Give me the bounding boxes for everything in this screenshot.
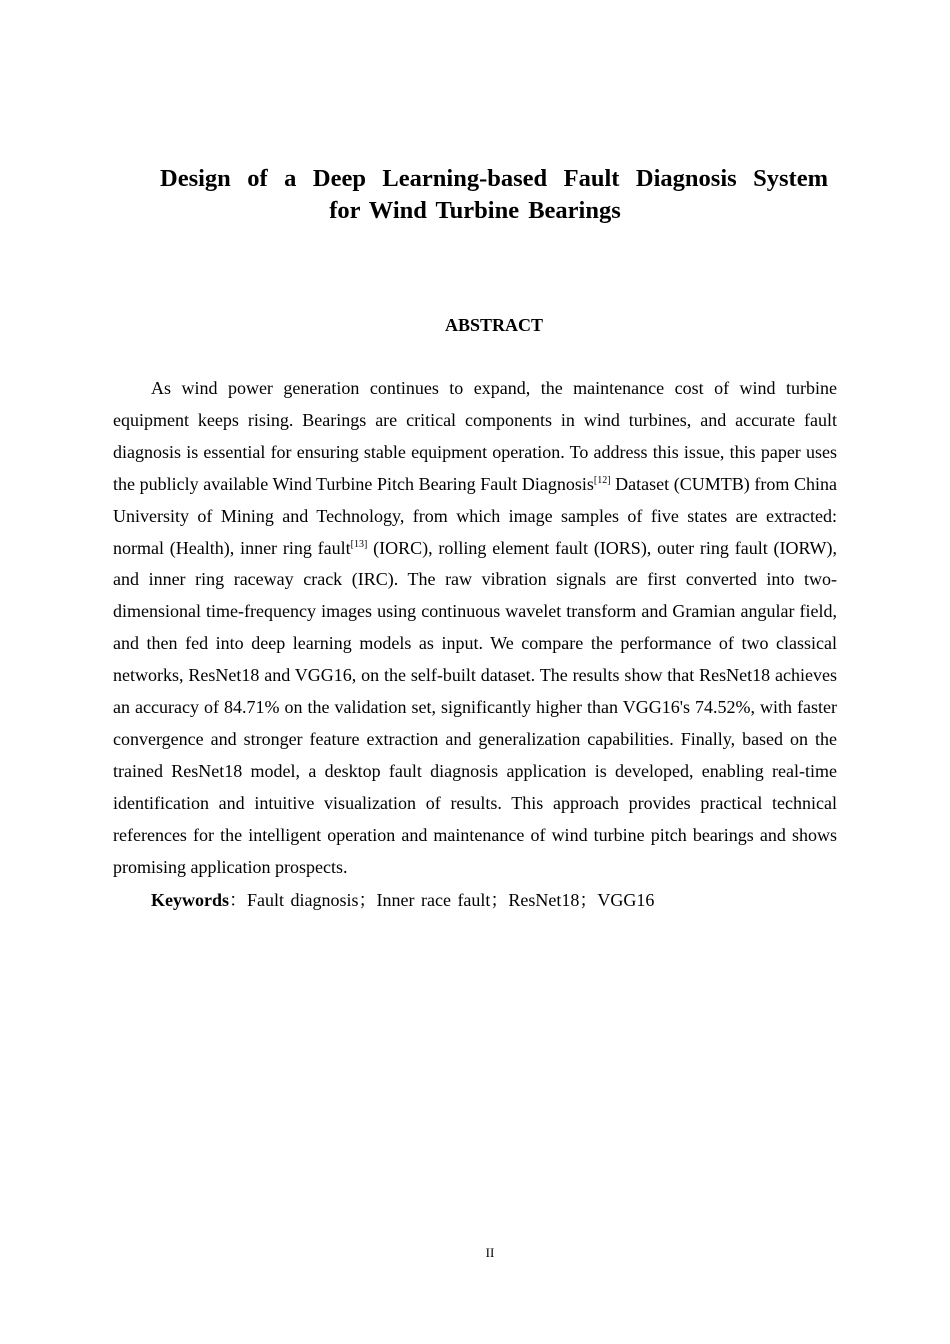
abstract-text-part-2: Dataset (CUMTB) from China University of Mining and Technology, from which image samples of five states are extracted: normal (Health), inner ring fault — [113, 473, 837, 558]
keywords-line — [151, 885, 654, 915]
page-number: II — [485, 1245, 495, 1260]
abstract-body — [113, 373, 837, 884]
keywords-list: Fault diagnosis；Inner race fault；ResNet18；VGG16 — [247, 890, 655, 910]
paper-title — [160, 163, 828, 227]
title-line-2: for Wind Turbine Bearings — [329, 197, 621, 224]
keywords-label: Keywords — [151, 890, 229, 910]
abstract-text-part-3: (IORC), rolling element fault (IORS), outer ring fault (IORW), and inner ring raceway crack (IRC). The raw vibration signals are first converted into two-dimensional time-frequency images using continuous wavelet transform and Gramian angular field, and then fed into deep learning models as input. We compare the performance of two classical networks, ResNet18 and VGG16, on the self-built dataset. The results show that ResNet18 achieves an accuracy of 84.71% on the validation set, significantly higher than VGG16's 74.52%, with faster convergence and stronger feature extraction and generalization capabilities. Finally, based on the trained ResNet18 model, a desktop fault diagnosis application is developed, enabling real-time identification and intuitive visualization of results. This approach provides practical technical references for the intelligent operation and maintenance of wind turbine pitch bearings and shows promising application prospects. — [113, 537, 837, 877]
abstract-heading: ABSTRACT — [444, 315, 544, 335]
keywords-separator: ： — [229, 890, 247, 910]
abstract-text-part-1: As wind power generation continues to expand, the maintenance cost of wind turbine equipment keeps rising. Bearings are critical components in wind turbines, and accurate fault diagnosis is essential for ensuring stable equipment operation. To address this issue, this paper uses the publicly available Wind Turbine Pitch Bearing Fault Diagnosis — [113, 378, 837, 494]
title-line-1: Design of a Deep Learning-based Fault Diagnosis System — [160, 165, 828, 192]
citation-12: [12] — [593, 474, 611, 486]
citation-13: [13] — [350, 538, 368, 550]
